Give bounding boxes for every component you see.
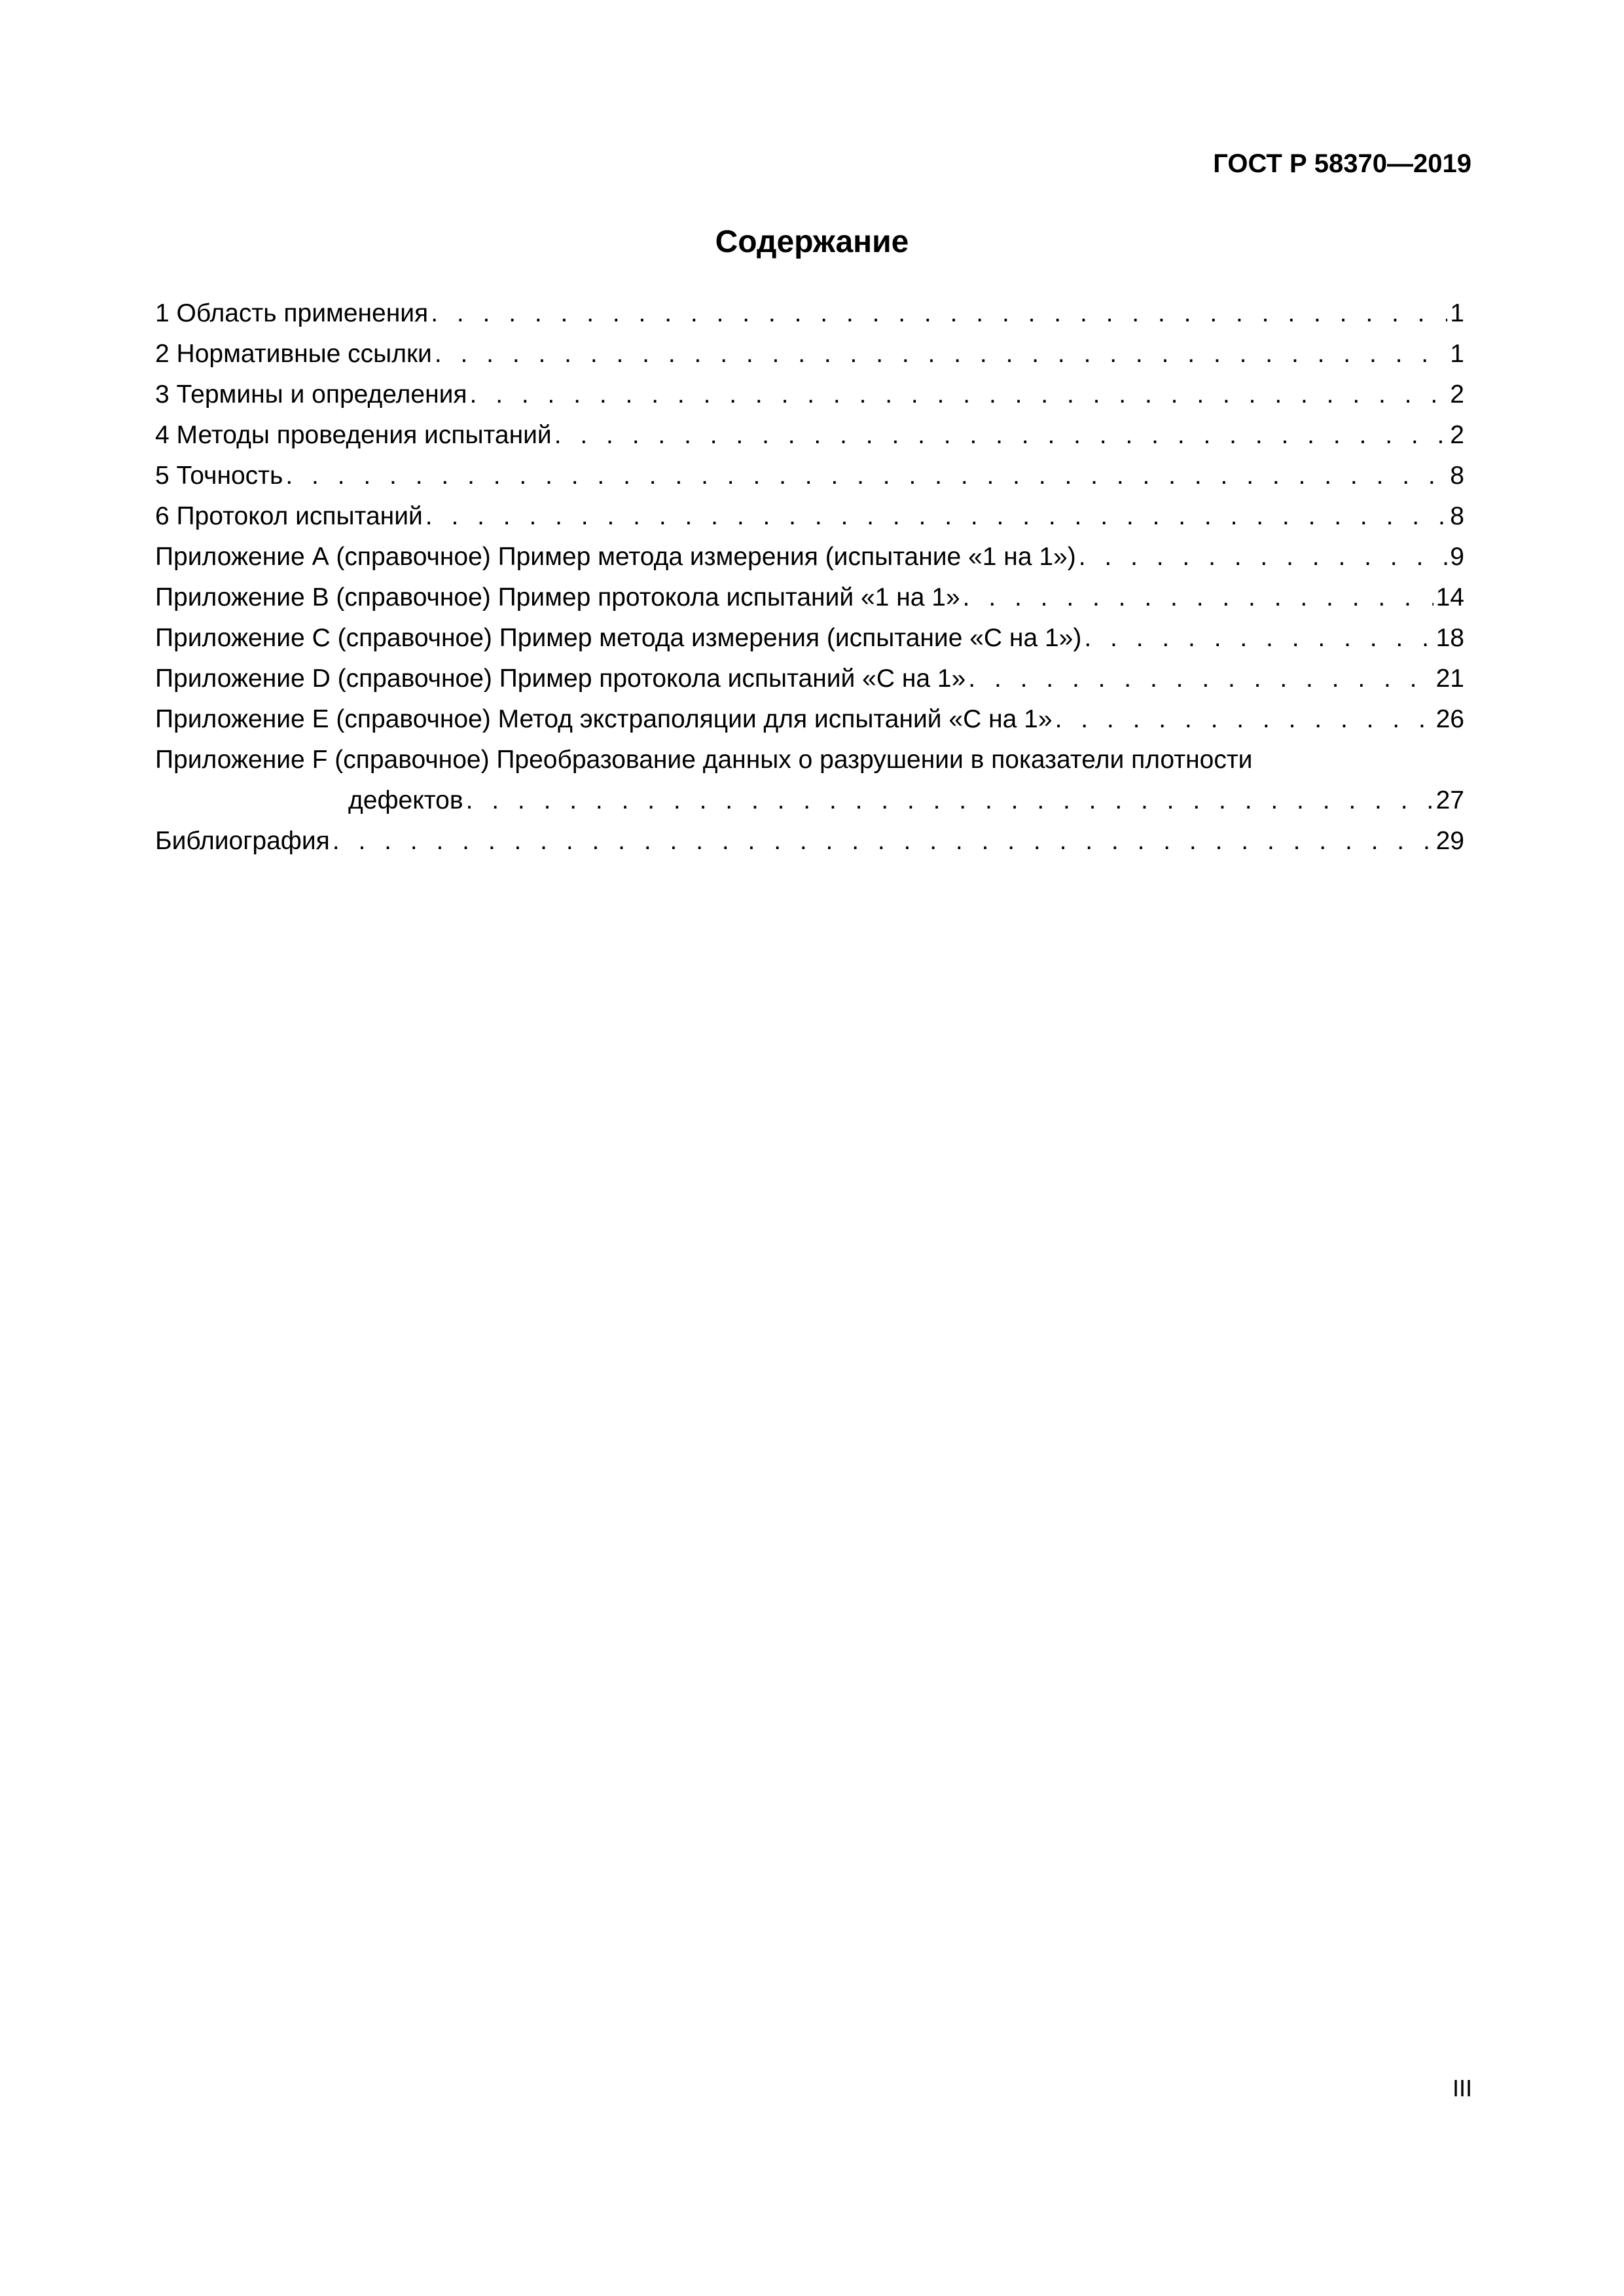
table-of-contents [155,293,1464,862]
dot-leader [1084,618,1433,659]
toc-entry-page: 2 [1450,421,1464,449]
toc-entry-page: 27 [1435,786,1464,814]
page-number: III [1452,2075,1472,2102]
toc-entry-title: Библиография [155,827,330,855]
toc-entry-title-line-2: дефектов [348,786,463,814]
toc-entry-test-methods[interactable] [155,415,1464,456]
toc-title: Содержание [715,225,909,259]
toc-entry-page: 2 [1450,380,1464,409]
dot-leader [1079,537,1448,577]
dot-leader [470,374,1448,415]
toc-entry-test-report[interactable] [155,496,1464,537]
dot-leader [435,334,1447,374]
toc-entry-bibliography[interactable] [155,821,1464,862]
toc-entry-title: Приложение С (справочное) Пример метода измерения (испытание «С на 1») [155,624,1082,652]
toc-entry-annex-d[interactable] [155,659,1464,699]
dot-leader [425,496,1448,537]
toc-entry-title: Приложение В (справочное) Пример протокола испытаний «1 на 1» [155,583,960,611]
toc-entry-title: 4 Методы проведения испытаний [155,421,552,449]
toc-entry-annex-a[interactable] [155,537,1464,577]
toc-entry-annex-f[interactable] [155,740,1464,821]
dot-leader [1055,699,1434,740]
toc-entry-page: 8 [1450,462,1464,490]
document-code: ГОСТ Р 58370—2019 [1213,149,1471,178]
toc-entry-page: 8 [1450,502,1464,530]
toc-entry-page: 14 [1435,583,1464,611]
dot-leader [333,821,1434,862]
toc-entry-accuracy[interactable] [155,456,1464,496]
dot-leader [554,415,1448,456]
toc-entry-page: 26 [1435,705,1464,733]
toc-entry-scope[interactable] [155,293,1464,334]
toc-entry-annex-b[interactable] [155,577,1464,618]
toc-entry-title: 1 Область применения [155,299,429,327]
dot-leader [431,293,1447,334]
toc-entry-page: 18 [1435,624,1464,652]
dot-leader [466,780,1434,821]
toc-entry-title: 3 Термины и определения [155,380,467,409]
toc-entry-annex-c[interactable] [155,618,1464,659]
toc-entry-title: 6 Протокол испытаний [155,502,423,530]
toc-entry-title: Приложение D (справочное) Пример протокола испытаний «С на 1» [155,665,966,693]
toc-entry-page: 1 [1450,340,1464,368]
toc-entry-page: 1 [1450,299,1464,327]
toc-entry-title: Приложение А (справочное) Пример метода измерения (испытание «1 на 1») [155,543,1076,571]
toc-entry-terms[interactable] [155,374,1464,415]
toc-entry-title: 5 Точность [155,462,283,490]
toc-entry-title: Приложение Е (справочное) Метод экстраполяции для испытаний «С на 1» [155,705,1053,733]
toc-entry-title: 2 Нормативные ссылки [155,340,432,368]
toc-entry-page: 21 [1435,665,1464,693]
dot-leader [963,577,1434,618]
toc-entry-title-line-1: Приложение F (справочное) Преобразование данных о разрушении в показатели плотности [155,746,1253,774]
toc-entry-page: 9 [1450,543,1464,571]
toc-entry-normative-references[interactable] [155,334,1464,374]
dot-leader [968,659,1433,699]
dot-leader [285,456,1447,496]
toc-entry-annex-e[interactable] [155,699,1464,740]
toc-entry-page: 29 [1435,827,1464,855]
